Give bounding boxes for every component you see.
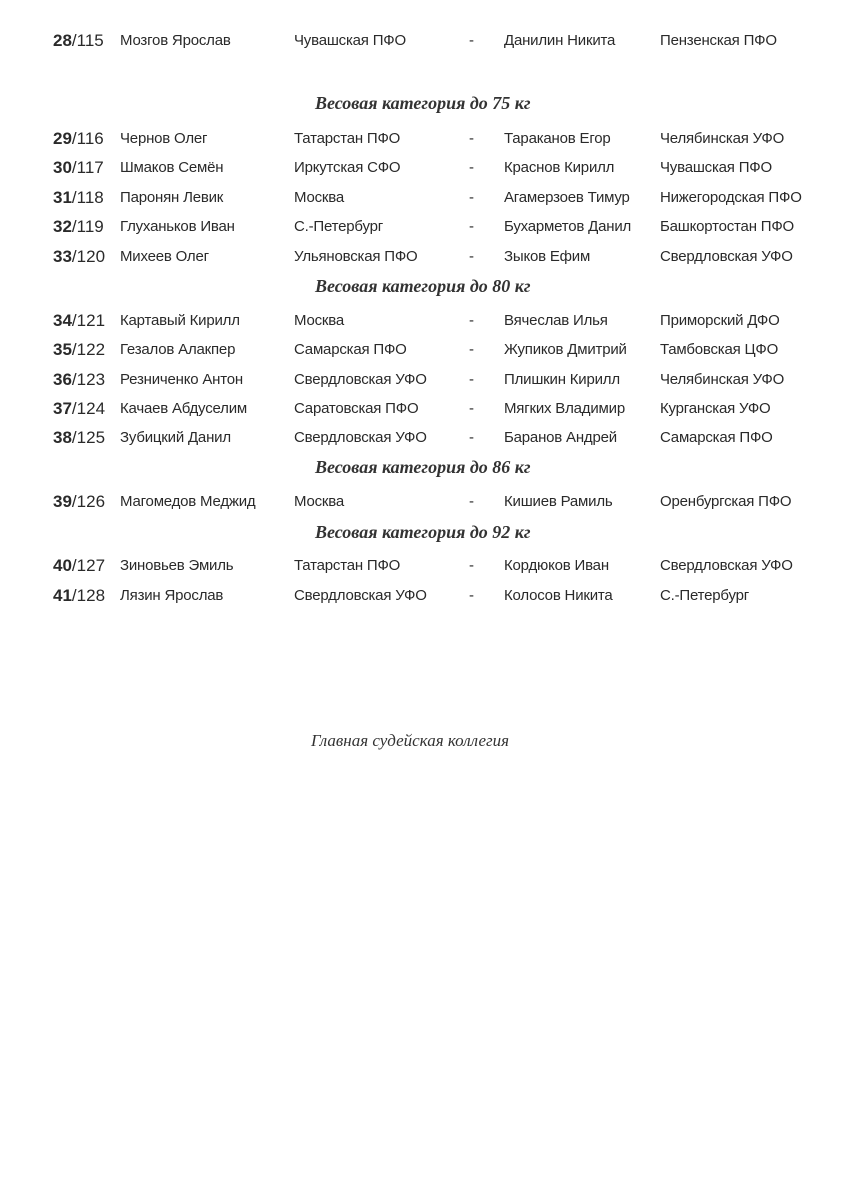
athlete-1-region: Москва — [294, 312, 345, 329]
athlete-1-name: Михеев Олег — [120, 248, 209, 265]
bout-number: 28/115 — [53, 31, 104, 50]
athlete-2-region: Приморский ДФО — [660, 312, 780, 329]
bout-total-number: 117 — [76, 158, 104, 177]
bout-total-number: 116 — [76, 129, 104, 148]
athlete-2-region: С.-Петербург — [660, 587, 750, 604]
bout-number: 35/122 — [53, 340, 106, 359]
bout-total-number: 124 — [76, 399, 106, 418]
athlete-1-name: Качаев Абдуселим — [120, 400, 247, 417]
bout-index: 28 — [53, 31, 72, 50]
bout-number: 31/118 — [53, 188, 104, 207]
athlete-2-region: Оренбургская ПФО — [660, 493, 792, 510]
athlete-2-region: Пензенская ПФО — [660, 32, 777, 49]
athlete-2-region: Самарская ПФО — [660, 429, 773, 446]
versus-separator: - — [469, 429, 474, 446]
bout-number: 32/119 — [53, 217, 104, 236]
bout-index: 40 — [53, 556, 72, 575]
athlete-1-name: Лязин Ярослав — [120, 587, 224, 604]
bout-row — [0, 186, 849, 210]
bout-number: 39/126 — [53, 492, 106, 511]
bout-index: 34 — [53, 311, 72, 330]
versus-separator: - — [469, 130, 474, 147]
bout-number: 34/121 — [53, 311, 106, 330]
athlete-1-name: Картавый Кирилл — [120, 312, 240, 329]
bout-index: 33 — [53, 247, 72, 266]
bout-row — [0, 215, 849, 239]
athlete-1-name: Мозгов Ярослав — [120, 32, 231, 49]
bout-total-number: 122 — [76, 340, 106, 359]
bout-number: 41/128 — [53, 586, 106, 605]
athlete-1-region: Ульяновская ПФО — [294, 248, 418, 265]
athlete-1-region: Свердловская УФО — [294, 587, 427, 604]
athlete-1-region: Москва — [294, 493, 345, 510]
versus-separator: - — [469, 400, 474, 417]
athlete-2-name: Зыков Ефим — [504, 248, 591, 265]
athlete-1-region: Чувашская ПФО — [294, 32, 406, 49]
weight-category-heading: Весовая категория до 75 кг — [315, 93, 531, 113]
bout-index: 32 — [53, 217, 72, 236]
athlete-1-name: Гезалов Алакпер — [120, 341, 236, 358]
bout-row — [0, 426, 849, 450]
athlete-1-region: Свердловская УФО — [294, 429, 427, 446]
versus-separator: - — [469, 32, 474, 49]
athlete-2-region: Челябинская УФО — [660, 371, 785, 388]
athlete-2-region: Свердловская УФО — [660, 248, 793, 265]
bout-row — [0, 245, 849, 269]
bout-number: 37/124 — [53, 399, 106, 418]
athlete-1-name: Чернов Олег — [120, 130, 208, 147]
bout-index: 36 — [53, 370, 72, 389]
bout-total-number: 126 — [76, 492, 106, 511]
weight-category-heading: Весовая категория до 80 кг — [315, 276, 531, 296]
chief-judges-panel-caption: Главная судейская коллегия — [311, 731, 510, 750]
bout-total-number: 120 — [76, 247, 106, 266]
athlete-2-name: Краснов Кирилл — [504, 159, 615, 176]
bout-row — [0, 29, 849, 53]
versus-separator: - — [469, 189, 474, 206]
bout-index: 31 — [53, 188, 72, 207]
athlete-1-region: Свердловская УФО — [294, 371, 427, 388]
bout-row — [0, 490, 849, 514]
athlete-1-region: Иркутская СФО — [294, 159, 401, 176]
versus-separator: - — [469, 159, 474, 176]
bout-number: 33/120 — [53, 247, 106, 266]
athlete-1-name: Резниченко Антон — [120, 371, 243, 388]
athlete-2-name: Кишиев Рамиль — [504, 493, 613, 510]
bout-total-number: 128 — [76, 586, 106, 605]
athlete-1-region: Саратовская ПФО — [294, 400, 419, 417]
athlete-2-name: Колосов Никита — [504, 587, 613, 604]
bout-index: 37 — [53, 399, 72, 418]
athlete-1-region: Самарская ПФО — [294, 341, 407, 358]
athlete-1-region: Татарстан ПФО — [294, 130, 401, 147]
bout-index: 38 — [53, 428, 72, 447]
athlete-2-name: Данилин Никита — [504, 32, 616, 49]
athlete-2-name: Агамерзоев Тимур — [504, 189, 630, 206]
bout-total-number: 125 — [76, 428, 106, 447]
bout-row — [0, 156, 849, 180]
versus-separator: - — [469, 587, 474, 604]
versus-separator: - — [469, 218, 474, 235]
bout-row — [0, 309, 849, 333]
athlete-2-region: Нижегородская ПФО — [660, 189, 802, 206]
athlete-2-name: Баранов Андрей — [504, 429, 617, 446]
bout-row — [0, 338, 849, 362]
bout-number: 29/116 — [53, 129, 104, 148]
athlete-1-region: С.-Петербург — [294, 218, 384, 235]
athlete-2-region: Челябинская УФО — [660, 130, 785, 147]
bout-total-number: 118 — [76, 188, 104, 207]
athlete-1-region: Москва — [294, 189, 345, 206]
bout-index: 30 — [53, 158, 72, 177]
athlete-1-name: Шмаков Семён — [120, 159, 224, 176]
bout-total-number: 127 — [76, 556, 106, 575]
athlete-1-name: Зиновьев Эмиль — [120, 557, 234, 574]
bout-number: 36/123 — [53, 370, 106, 389]
athlete-2-region: Свердловская УФО — [660, 557, 793, 574]
athlete-2-name: Жупиков Дмитрий — [504, 341, 627, 358]
bout-row — [0, 554, 849, 578]
bout-index: 29 — [53, 129, 72, 148]
weight-category-heading: Весовая категория до 92 кг — [315, 522, 531, 542]
athlete-2-name: Кордюков Иван — [504, 557, 609, 574]
athlete-2-name: Вячеслав Илья — [504, 312, 608, 329]
athlete-2-region: Чувашская ПФО — [660, 159, 772, 176]
bout-index: 39 — [53, 492, 72, 511]
versus-separator: - — [469, 493, 474, 510]
bout-total-number: 119 — [76, 217, 104, 236]
versus-separator: - — [469, 341, 474, 358]
athlete-2-name: Мягких Владимир — [504, 400, 625, 417]
athlete-2-name: Плишкин Кирилл — [504, 371, 620, 388]
bout-total-number: 121 — [76, 311, 106, 330]
athlete-1-name: Зубицкий Данил — [120, 429, 231, 446]
bout-row — [0, 127, 849, 151]
athlete-2-region: Башкортостан ПФО — [660, 218, 794, 235]
athlete-2-name: Бухарметов Данил — [504, 218, 632, 235]
versus-separator: - — [469, 248, 474, 265]
athlete-2-region: Тамбовская ЦФО — [660, 341, 779, 358]
versus-separator: - — [469, 371, 474, 388]
versus-separator: - — [469, 312, 474, 329]
bout-number: 38/125 — [53, 428, 106, 447]
versus-separator: - — [469, 557, 474, 574]
athlete-2-name: Тараканов Егор — [504, 130, 611, 147]
athlete-1-name: Паронян Левик — [120, 189, 224, 206]
bout-index: 35 — [53, 340, 72, 359]
athlete-1-region: Татарстан ПФО — [294, 557, 401, 574]
bout-row — [0, 397, 849, 421]
bout-number: 40/127 — [53, 556, 106, 575]
bout-total-number: 115 — [76, 31, 104, 50]
bout-index: 41 — [53, 586, 72, 605]
athlete-2-region: Курганская УФО — [660, 400, 771, 417]
weight-category-heading: Весовая категория до 86 кг — [315, 457, 531, 477]
bout-number: 30/117 — [53, 158, 104, 177]
athlete-1-name: Глуханьков Иван — [120, 218, 235, 235]
bout-total-number: 123 — [76, 370, 106, 389]
bout-row — [0, 584, 849, 608]
athlete-1-name: Магомедов Меджид — [120, 493, 256, 510]
bout-row — [0, 368, 849, 392]
